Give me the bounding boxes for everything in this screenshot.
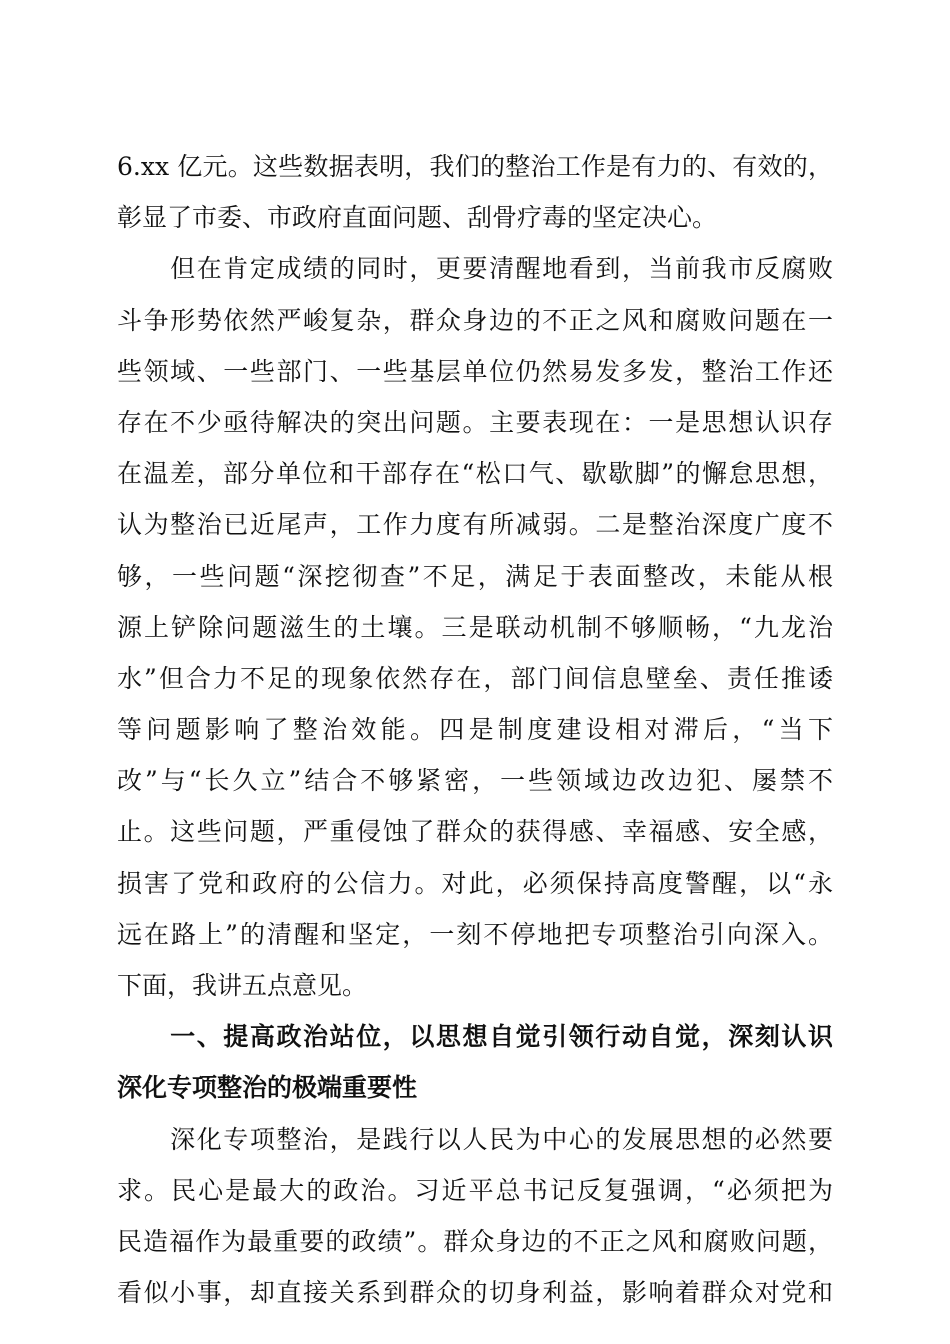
body-line: 止。这些问题，严重侵蚀了群众的获得感、幸福感、安全感，	[117, 817, 833, 847]
body-line: 些领域、一些部门、一些基层单位仍然易发多发，整治工作还	[117, 356, 833, 386]
body-line: 等问题影响了整治效能。四是制度建设相对滞后，“当下	[117, 715, 833, 745]
body-line: 下面，我讲五点意见。	[117, 971, 368, 1000]
body-line: 在温差，部分单位和干部存在“松口气、歇歇脚”的懈怠思想，	[117, 459, 833, 489]
document-body	[117, 141, 833, 1318]
body-line: 水”但合力不足的现象依然存在，部门间信息壁垒、责任推诿	[117, 663, 833, 693]
body-line: 彰显了市委、市政府直面问题、刮骨疗毒的坚定决心。	[117, 203, 718, 233]
section-heading-line: 深化专项整治的极端重要性	[117, 1073, 418, 1103]
body-line: 源上铲除问题滋生的土壤。三是联动机制不够顺畅，“九龙治	[117, 612, 833, 642]
body-line: 深化专项整治，是践行以人民为中心的发展思想的必然要	[117, 1124, 833, 1154]
body-line: 认为整治已近尾声，工作力度有所减弱。二是整治深度广度不	[117, 510, 833, 540]
body-line: 但在肯定成绩的同时，更要清醒地看到，当前我市反腐败	[117, 254, 833, 284]
body-line: 改”与“长久立”结合不够紧密，一些领域边改边犯、屡禁不	[117, 766, 833, 796]
body-line: 6.xx 亿元。这些数据表明，我们的整治工作是有力的、有效的，	[117, 152, 833, 181]
section-heading-line: 一、提高政治站位，以思想自觉引领行动自觉，深刻认识	[117, 1022, 833, 1052]
body-line: 民造福作为最重要的政绩”。群众身边的不正之风和腐败问题，	[117, 1226, 833, 1256]
body-line: 看似小事，却直接关系到群众的切身利益，影响着群众对党和	[117, 1278, 833, 1308]
body-line: 够，一些问题“深挖彻查”不足，满足于表面整改，未能从根	[117, 561, 833, 591]
body-line: 求。民心是最大的政治。习近平总书记反复强调，“必须把为	[117, 1175, 833, 1205]
body-line: 存在不少亟待解决的突出问题。主要表现在：一是思想认识存	[117, 407, 833, 437]
body-line: 远在路上”的清醒和坚定，一刻不停地把专项整治引向深入。	[117, 919, 833, 949]
body-line: 损害了党和政府的公信力。对此，必须保持高度警醒，以“永	[117, 868, 833, 898]
body-line: 斗争形势依然严峻复杂，群众身边的不正之风和腐败问题在一	[117, 305, 833, 335]
